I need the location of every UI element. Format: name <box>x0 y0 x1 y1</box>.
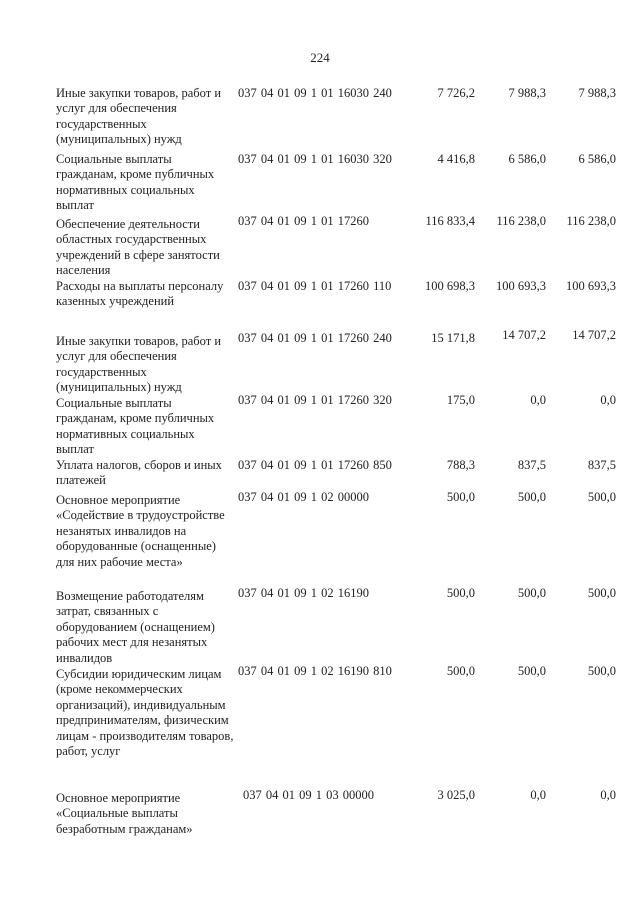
row-value-3: 100 693,3 <box>566 279 616 293</box>
row-value-3: 0,0 <box>600 788 616 802</box>
row-value-1: 500,0 <box>446 664 475 678</box>
page-number: 224 <box>310 50 330 65</box>
row-name: Основное мероприятие «Социальные выплаты безработным гражданам» <box>56 791 193 836</box>
row-code: 037 04 01 09 1 01 16030 320 <box>238 152 392 166</box>
row-value-1: 100 698,3 <box>425 279 475 293</box>
row-name: Иные закупки товаров, работ и услуг для обеспечения государственных (муниципальных) нужд <box>56 334 222 395</box>
row-value-1: 116 833,4 <box>425 214 475 228</box>
row-value-2: 7 988,3 <box>508 86 546 100</box>
row-value-2: 100 693,3 <box>496 279 546 293</box>
row-value-3: 7 988,3 <box>578 86 616 100</box>
row-value-1: 3 025,0 <box>437 788 475 802</box>
row-value-1: 7 726,2 <box>437 86 475 100</box>
row-value-1: 788,3 <box>446 458 475 472</box>
row-value-2: 500,0 <box>517 490 546 504</box>
row-code: 037 04 01 09 1 03 00000 <box>243 788 374 802</box>
row-code: 037 04 01 09 1 02 00000 <box>238 490 369 504</box>
row-value-1: 4 416,8 <box>437 152 475 166</box>
row-code: 037 04 01 09 1 02 16190 <box>238 586 369 600</box>
row-value-2: 14 707,2 <box>502 328 546 342</box>
row-code: 037 04 01 09 1 01 17260 <box>238 214 369 228</box>
row-code: 037 04 01 09 1 01 17260 240 <box>238 331 392 345</box>
row-name: Иные закупки товаров, работ и услуг для обеспечения государственных (муниципальных) нужд <box>56 86 222 147</box>
row-name: Расходы на выплаты персоналу казенных учреждений <box>56 279 224 309</box>
row-value-3: 14 707,2 <box>572 328 616 342</box>
row-name: Обеспечение деятельности областных государственных учреждений в сфере занятости населения <box>56 217 220 278</box>
row-name: Социальные выплаты гражданам, кроме публичных нормативных социальных выплат <box>56 396 215 457</box>
row-value-2: 6 586,0 <box>508 152 546 166</box>
row-value-3: 116 238,0 <box>566 214 616 228</box>
row-value-3: 0,0 <box>600 393 616 407</box>
row-code: 037 04 01 09 1 02 16190 810 <box>238 664 392 678</box>
row-value-2: 500,0 <box>517 664 546 678</box>
row-value-3: 6 586,0 <box>578 152 616 166</box>
row-name: Субсидии юридическим лицам (кроме некоммерческих организаций), индивидуальным предпринимателям, физическим лицам - производителям товаров, работ, услуг <box>56 667 234 759</box>
row-name: Уплата налогов, сборов и иных платежей <box>56 458 222 488</box>
row-value-3: 500,0 <box>587 490 616 504</box>
row-code: 037 04 01 09 1 01 17260 850 <box>238 458 392 472</box>
row-name: Социальные выплаты гражданам, кроме публичных нормативных социальных выплат <box>56 152 215 213</box>
row-value-2: 500,0 <box>517 586 546 600</box>
row-value-1: 500,0 <box>446 586 475 600</box>
row-value-2: 0,0 <box>530 393 546 407</box>
row-value-3: 837,5 <box>587 458 616 472</box>
row-value-2: 0,0 <box>530 788 546 802</box>
row-value-1: 500,0 <box>446 490 475 504</box>
row-value-1: 15 171,8 <box>431 331 475 345</box>
row-value-2: 116 238,0 <box>496 214 546 228</box>
row-value-2: 837,5 <box>517 458 546 472</box>
row-value-1: 175,0 <box>446 393 475 407</box>
row-name: Основное мероприятие «Содействие в трудоустройстве незанятых инвалидов на оборудованные (оснащенные) для них рабочие места» <box>56 493 225 569</box>
row-code: 037 04 01 09 1 01 17260 110 <box>238 279 392 293</box>
row-name: Возмещение работодателям затрат, связанных с оборудованием (оснащением) рабочих мест для незанятых инвалидов <box>56 589 215 665</box>
row-value-3: 500,0 <box>587 586 616 600</box>
row-code: 037 04 01 09 1 01 17260 320 <box>238 393 392 407</box>
row-code: 037 04 01 09 1 01 16030 240 <box>238 86 392 100</box>
row-value-3: 500,0 <box>587 664 616 678</box>
